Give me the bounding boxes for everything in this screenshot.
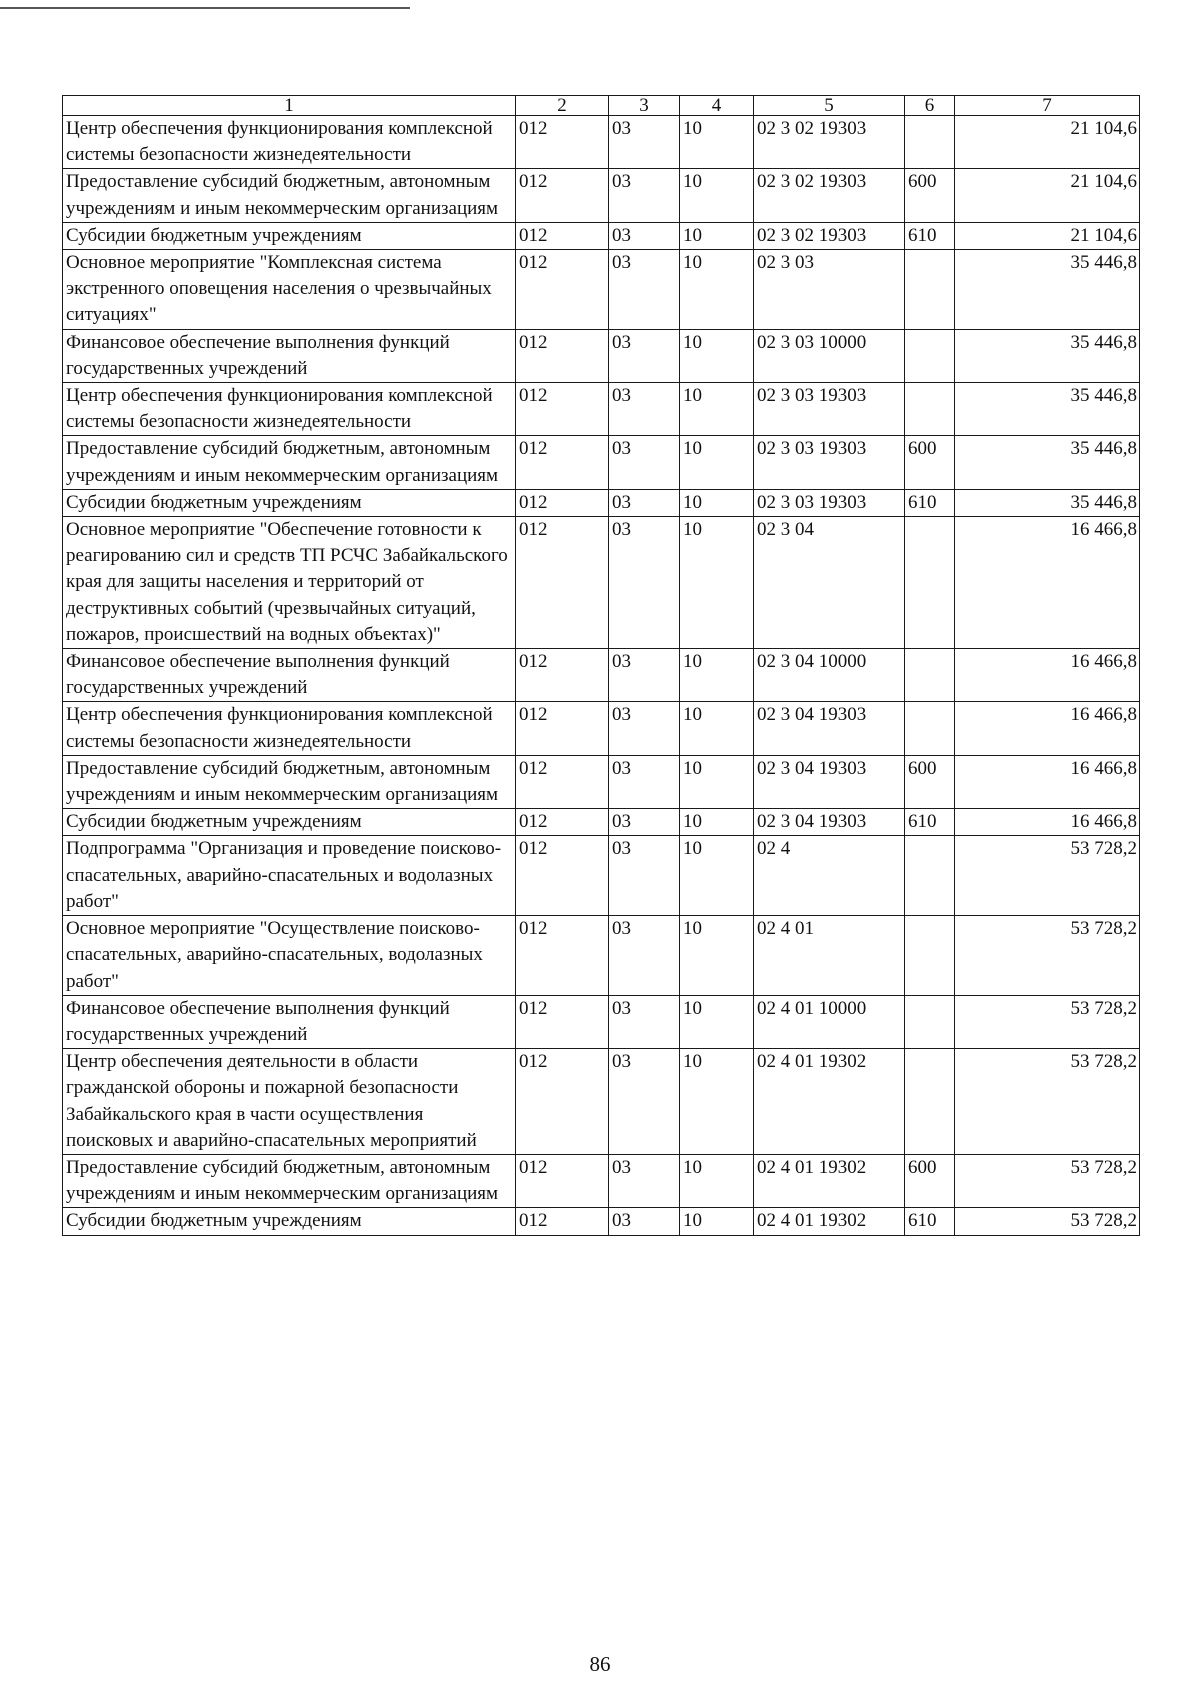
- cell-target-article: 02 4 01 19302: [754, 1049, 905, 1155]
- header-cell: 7: [955, 96, 1140, 116]
- cell-expense-type: [905, 836, 955, 916]
- cell-amount: 53 728,2: [955, 1154, 1140, 1207]
- cell-section: 03: [609, 809, 680, 836]
- cell-subsection: 10: [680, 436, 754, 489]
- cell-section: 03: [609, 489, 680, 516]
- cell-amount: 35 446,8: [955, 329, 1140, 382]
- cell-ministry-code: 012: [516, 1208, 609, 1235]
- cell-target-article: 02 3 04: [754, 517, 905, 649]
- scan-edge-line: [0, 7, 410, 9]
- cell-subsection: 10: [680, 809, 754, 836]
- cell-name: Субсидии бюджетным учреждениям: [63, 1208, 516, 1235]
- cell-expense-type: 610: [905, 809, 955, 836]
- cell-section: 03: [609, 383, 680, 436]
- cell-amount: 16 466,8: [955, 649, 1140, 702]
- header-cell: 3: [609, 96, 680, 116]
- cell-subsection: 10: [680, 383, 754, 436]
- cell-expense-type: [905, 517, 955, 649]
- cell-subsection: 10: [680, 995, 754, 1048]
- cell-subsection: 10: [680, 169, 754, 222]
- cell-name: Центр обеспечения функционирования комплексной системы безопасности жизнедеятельности: [63, 383, 516, 436]
- table-row: [63, 755, 1140, 808]
- cell-expense-type: 600: [905, 1154, 955, 1207]
- cell-ministry-code: 012: [516, 809, 609, 836]
- cell-section: 03: [609, 436, 680, 489]
- cell-subsection: 10: [680, 1154, 754, 1207]
- cell-target-article: 02 3 04 19303: [754, 702, 905, 755]
- cell-expense-type: [905, 1049, 955, 1155]
- cell-section: 03: [609, 250, 680, 330]
- cell-section: 03: [609, 702, 680, 755]
- cell-ministry-code: 012: [516, 222, 609, 249]
- cell-section: 03: [609, 995, 680, 1048]
- cell-ministry-code: 012: [516, 517, 609, 649]
- cell-target-article: 02 4 01: [754, 916, 905, 996]
- cell-target-article: 02 3 03 19303: [754, 436, 905, 489]
- cell-subsection: 10: [680, 1049, 754, 1155]
- cell-section: 03: [609, 1154, 680, 1207]
- cell-subsection: 10: [680, 329, 754, 382]
- cell-name: Субсидии бюджетным учреждениям: [63, 809, 516, 836]
- cell-name: Центр обеспечения функционирования комплексной системы безопасности жизнедеятельности: [63, 702, 516, 755]
- cell-target-article: 02 3 03 19303: [754, 489, 905, 516]
- cell-target-article: 02 3 02 19303: [754, 222, 905, 249]
- cell-subsection: 10: [680, 222, 754, 249]
- cell-amount: 35 446,8: [955, 436, 1140, 489]
- cell-section: 03: [609, 169, 680, 222]
- cell-amount: 53 728,2: [955, 916, 1140, 996]
- cell-name: Финансовое обеспечение выполнения функций государственных учреждений: [63, 649, 516, 702]
- cell-section: 03: [609, 836, 680, 916]
- cell-name: Предоставление субсидий бюджетным, автономным учреждениям и иным некоммерческим организациям: [63, 755, 516, 808]
- cell-subsection: 10: [680, 916, 754, 996]
- header-cell: 2: [516, 96, 609, 116]
- table-row: [63, 222, 1140, 249]
- cell-target-article: 02 3 03 19303: [754, 383, 905, 436]
- table-row: [63, 916, 1140, 996]
- cell-expense-type: [905, 383, 955, 436]
- cell-ministry-code: 012: [516, 489, 609, 516]
- cell-expense-type: 600: [905, 169, 955, 222]
- cell-amount: 21 104,6: [955, 222, 1140, 249]
- table-row: [63, 1154, 1140, 1207]
- cell-expense-type: 610: [905, 489, 955, 516]
- table-row: [63, 1208, 1140, 1235]
- cell-ministry-code: 012: [516, 1154, 609, 1207]
- cell-name: Субсидии бюджетным учреждениям: [63, 222, 516, 249]
- cell-target-article: 02 3 04 10000: [754, 649, 905, 702]
- cell-ministry-code: 012: [516, 995, 609, 1048]
- cell-amount: 35 446,8: [955, 489, 1140, 516]
- cell-name: Основное мероприятие "Обеспечение готовности к реагированию сил и средств ТП РСЧС Забайкальского края для защиты населения и территорий от деструктивных событий (чрезвычайных ситуаций, пожаров, происшествий на водных объектах)": [63, 517, 516, 649]
- cell-section: 03: [609, 1208, 680, 1235]
- cell-name: Предоставление субсидий бюджетным, автономным учреждениям и иным некоммерческим организациям: [63, 169, 516, 222]
- cell-name: Основное мероприятие "Осуществление поисково-спасательных, аварийно-спасательных, водолазных работ": [63, 916, 516, 996]
- cell-expense-type: 600: [905, 436, 955, 489]
- cell-ministry-code: 012: [516, 755, 609, 808]
- cell-amount: 53 728,2: [955, 995, 1140, 1048]
- cell-target-article: 02 4 01 19302: [754, 1208, 905, 1235]
- cell-section: 03: [609, 755, 680, 808]
- cell-target-article: 02 4 01 10000: [754, 995, 905, 1048]
- table-row: [63, 489, 1140, 516]
- cell-expense-type: 610: [905, 1208, 955, 1235]
- cell-ministry-code: 012: [516, 702, 609, 755]
- cell-target-article: 02 3 03: [754, 250, 905, 330]
- cell-ministry-code: 012: [516, 1049, 609, 1155]
- budget-table-body: [63, 96, 1140, 1236]
- table-header-row: [63, 96, 1140, 116]
- cell-subsection: 10: [680, 489, 754, 516]
- cell-target-article: 02 3 03 10000: [754, 329, 905, 382]
- cell-expense-type: [905, 916, 955, 996]
- cell-subsection: 10: [680, 755, 754, 808]
- cell-amount: 53 728,2: [955, 1049, 1140, 1155]
- cell-amount: 35 446,8: [955, 250, 1140, 330]
- cell-subsection: 10: [680, 649, 754, 702]
- cell-ministry-code: 012: [516, 116, 609, 169]
- cell-target-article: 02 3 04 19303: [754, 755, 905, 808]
- cell-name: Центр обеспечения функционирования комплексной системы безопасности жизнедеятельности: [63, 116, 516, 169]
- cell-target-article: 02 4: [754, 836, 905, 916]
- cell-ministry-code: 012: [516, 329, 609, 382]
- cell-subsection: 10: [680, 517, 754, 649]
- table-row: [63, 116, 1140, 169]
- cell-target-article: 02 3 02 19303: [754, 116, 905, 169]
- table-row: [63, 836, 1140, 916]
- table-row: [63, 169, 1140, 222]
- table-row: [63, 1049, 1140, 1155]
- cell-section: 03: [609, 1049, 680, 1155]
- cell-expense-type: [905, 116, 955, 169]
- cell-name: Предоставление субсидий бюджетным, автономным учреждениям и иным некоммерческим организациям: [63, 1154, 516, 1207]
- cell-expense-type: [905, 995, 955, 1048]
- cell-target-article: 02 4 01 19302: [754, 1154, 905, 1207]
- table-row: [63, 809, 1140, 836]
- cell-subsection: 10: [680, 1208, 754, 1235]
- header-cell: 4: [680, 96, 754, 116]
- cell-section: 03: [609, 222, 680, 249]
- cell-ministry-code: 012: [516, 169, 609, 222]
- page-number: 86: [589, 1652, 611, 1676]
- cell-name: Основное мероприятие "Комплексная система экстренного оповещения населения о чрезвычайных ситуациях": [63, 250, 516, 330]
- cell-subsection: 10: [680, 836, 754, 916]
- cell-subsection: 10: [680, 116, 754, 169]
- cell-amount: 16 466,8: [955, 702, 1140, 755]
- table-row: [63, 329, 1140, 382]
- header-cell: 5: [754, 96, 905, 116]
- table-row: [63, 383, 1140, 436]
- cell-amount: 53 728,2: [955, 1208, 1140, 1235]
- table-row: [63, 702, 1140, 755]
- cell-expense-type: [905, 702, 955, 755]
- cell-ministry-code: 012: [516, 916, 609, 996]
- cell-section: 03: [609, 329, 680, 382]
- cell-ministry-code: 012: [516, 649, 609, 702]
- cell-ministry-code: 012: [516, 436, 609, 489]
- cell-expense-type: [905, 649, 955, 702]
- table-row: [63, 517, 1140, 649]
- cell-section: 03: [609, 116, 680, 169]
- cell-amount: 21 104,6: [955, 169, 1140, 222]
- header-cell: 6: [905, 96, 955, 116]
- table-row: [63, 436, 1140, 489]
- cell-subsection: 10: [680, 250, 754, 330]
- cell-amount: 16 466,8: [955, 755, 1140, 808]
- header-cell: 1: [63, 96, 516, 116]
- cell-subsection: 10: [680, 702, 754, 755]
- table-row: [63, 995, 1140, 1048]
- cell-amount: 16 466,8: [955, 809, 1140, 836]
- table-row: [63, 649, 1140, 702]
- cell-target-article: 02 3 04 19303: [754, 809, 905, 836]
- cell-amount: 21 104,6: [955, 116, 1140, 169]
- cell-amount: 53 728,2: [955, 836, 1140, 916]
- cell-target-article: 02 3 02 19303: [754, 169, 905, 222]
- cell-expense-type: 600: [905, 755, 955, 808]
- cell-expense-type: [905, 329, 955, 382]
- cell-name: Финансовое обеспечение выполнения функций государственных учреждений: [63, 329, 516, 382]
- cell-expense-type: 610: [905, 222, 955, 249]
- cell-section: 03: [609, 916, 680, 996]
- cell-section: 03: [609, 649, 680, 702]
- cell-ministry-code: 012: [516, 250, 609, 330]
- cell-ministry-code: 012: [516, 836, 609, 916]
- cell-name: Субсидии бюджетным учреждениям: [63, 489, 516, 516]
- table-row: [63, 250, 1140, 330]
- cell-ministry-code: 012: [516, 383, 609, 436]
- cell-name: Предоставление субсидий бюджетным, автономным учреждениям и иным некоммерческим организациям: [63, 436, 516, 489]
- cell-name: Центр обеспечения деятельности в области гражданской обороны и пожарной безопасности Забайкальского края в части осуществления поисковых и аварийно-спасательных мероприятий: [63, 1049, 516, 1155]
- cell-name: Подпрограмма "Организация и проведение поисково-спасательных, аварийно-спасательных и водолазных работ": [63, 836, 516, 916]
- cell-amount: 35 446,8: [955, 383, 1140, 436]
- cell-section: 03: [609, 517, 680, 649]
- cell-name: Финансовое обеспечение выполнения функций государственных учреждений: [63, 995, 516, 1048]
- cell-expense-type: [905, 250, 955, 330]
- budget-table: [62, 95, 1140, 1236]
- cell-amount: 16 466,8: [955, 517, 1140, 649]
